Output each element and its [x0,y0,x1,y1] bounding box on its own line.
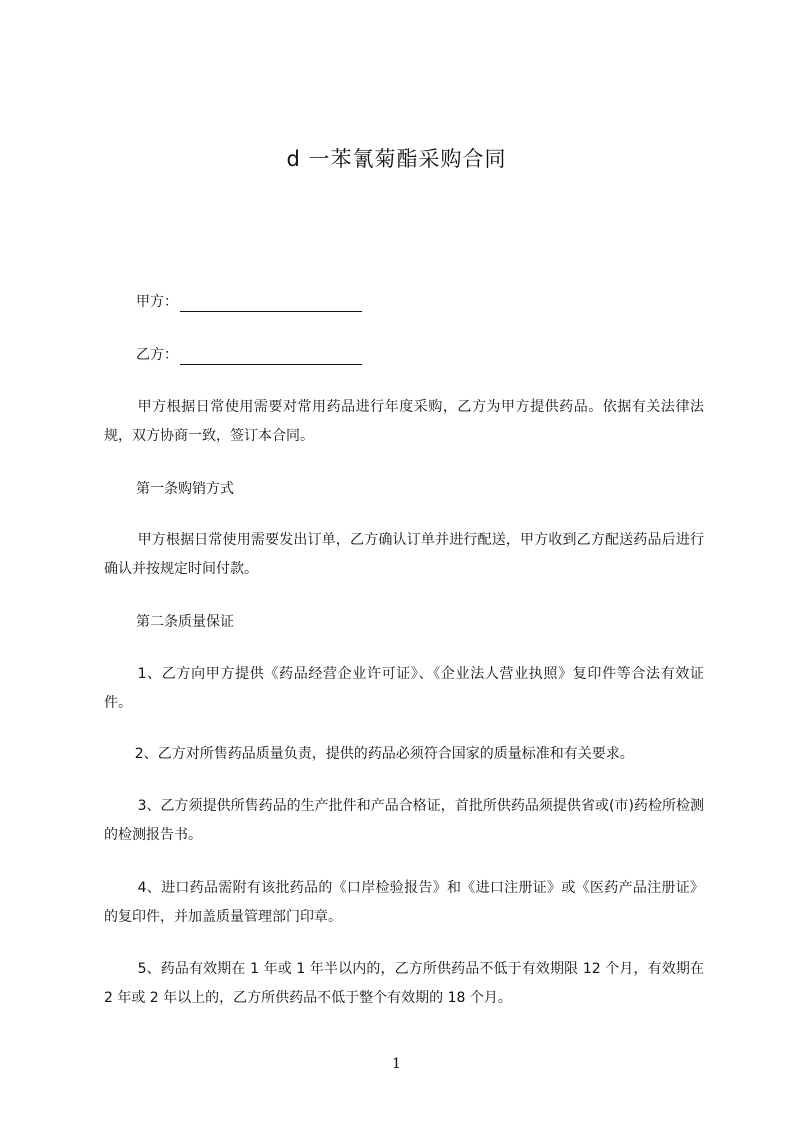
document-title: d 一苯氰菊酯采购合同 [286,147,507,171]
party-b-blank [180,350,362,365]
page-number: 1 [392,1056,401,1072]
party-b-line [136,345,362,365]
clause-2: 2、乙方对所售药品质量负责，提供的药品必须符合国家的质量标准和有关要求。 [134,746,634,762]
clause-3: 3、乙方须提供所售药品的生产批件和产品合格证，首批所供药品须提供省或(市)药检所检测的检测报告书。 [104,798,704,843]
clause-4: 4、进口药品需附有该批药品的《口岸检验报告》和《进口注册证》或《医药产品注册证》的复印件，并加盖质量管理部门印章。 [104,880,704,925]
intro-paragraph: 甲方根据日常使用需要对常用药品进行年度采购，乙方为甲方提供药品。依据有关法律法规，双方协商一致，签订本合同。 [104,399,704,444]
clause-5: 5、药品有效期在 1 年或 1 年半以内的，乙方所供药品不低于有效期限 12 个月，有效期在 2 年或 2 年以上的，乙方所供药品不低于整个有效期的 18 个月。 [104,961,704,1006]
party-b-label: 乙方： [136,347,178,363]
article1-heading: 第一条购销方式 [136,481,234,497]
party-a-label: 甲方： [136,294,178,310]
party-a-blank [180,297,362,312]
party-a-line [136,292,362,312]
article1-paragraph: 甲方根据日常使用需要发出订单，乙方确认订单并进行配送，甲方收到乙方配送药品后进行确认并按规定时间付款。 [104,532,704,577]
clause-1: 1、乙方向甲方提供《药品经营企业许可证》、《企业法人营业执照》复印件等合法有效证件。 [104,666,704,711]
article2-heading: 第二条质量保证 [136,614,234,630]
